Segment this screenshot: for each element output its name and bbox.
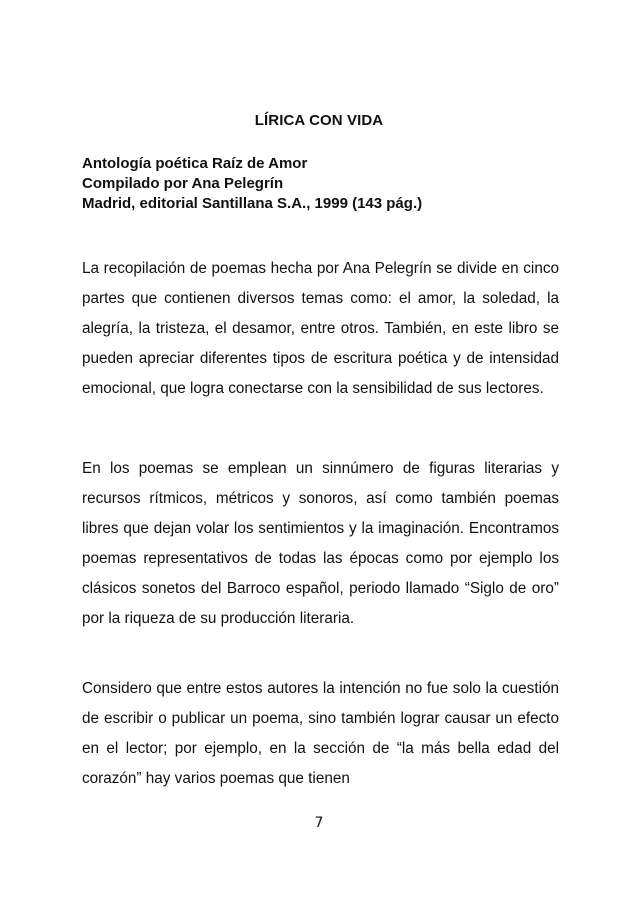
publisher-line: Madrid, editorial Santillana S.A., 1999 (143 pág.)	[82, 195, 423, 212]
book-title-line: Antología poética Raíz de Amor	[82, 155, 308, 172]
paragraph-1: La recopilación de poemas hecha por Ana Pelegrín se divide en cinco partes que contienen diversos temas como: el amor, la soledad, la alegría, la tristeza, el desamor, entre otros. También, en este libro se pueden apreciar diferentes tipos de escritura poética y de intensidad emocional, que logra conectarse con la sensibilidad de sus lectores.	[82, 260, 559, 397]
compiler-line: Compilado por Ana Pelegrín	[82, 175, 284, 192]
document-title: LÍRICA CON VIDA	[254, 112, 384, 129]
paragraph-2: En los poemas se emplean un sinnúmero de figuras literarias y recursos rítmicos, métricos y sonoros, así como también poemas libres que dejan volar los sentimientos y la imaginación. Encontramos poemas representativos de todas las épocas como por ejemplo los clásicos sonetos del Barroco español, periodo llamado “Siglo de oro” por la riqueza de su producción literaria.	[82, 460, 559, 627]
page-number: 7	[314, 815, 324, 831]
bibliography-block	[82, 154, 562, 214]
paragraph-3: Considero que entre estos autores la intención no fue solo la cuestión de escribir o publicar un poema, sino también lograr causar un efecto en el lector; por ejemplo, en la sección de “la más bella edad del corazón” hay varios poemas que tienen	[82, 680, 559, 787]
